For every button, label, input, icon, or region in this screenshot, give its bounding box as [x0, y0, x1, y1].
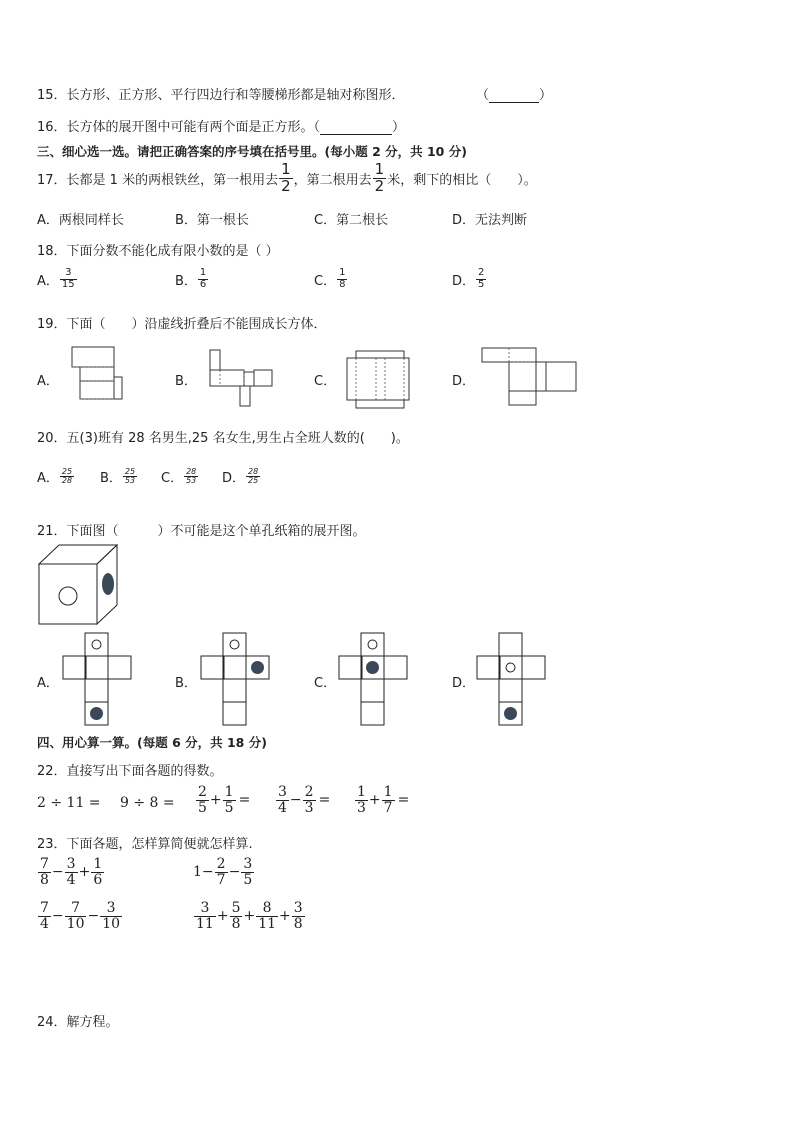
q20-option-a[interactable]: A． $\frac{25}{28}$	[37, 466, 73, 486]
q18-option-a[interactable]: A． $\frac{3}{15}$	[37, 267, 75, 290]
question-19: 19．下面（ ）沿虚线折叠后不能围成长方体．	[37, 317, 327, 332]
q19-option-c[interactable]: C．	[314, 374, 337, 389]
question-21: 21．下面图（ ）不可能是这个单孔纸箱的展开图。	[37, 524, 366, 539]
question-24: 24．解方程。	[37, 1015, 119, 1030]
q23-expr-3: $\frac{7}{4}$ − $\frac{7}{10}$ − $\frac{3}{10}$	[40, 900, 121, 932]
q19-net-b-figure	[209, 349, 273, 407]
q20-option-d[interactable]: D． $\frac{28}{25}$	[222, 466, 259, 486]
question-20: 20．五(3)班有 28 名男生,25 名女生,男生占全班人数的( )。	[37, 431, 409, 446]
q21-net-d-figure	[476, 632, 548, 726]
q21-net-b-figure	[200, 632, 272, 726]
q22-expr-4: $\frac{3}{4}$ − $\frac{2}{3}$ =	[278, 784, 331, 816]
q21-net-a-figure	[62, 632, 134, 726]
q19-net-d-figure	[481, 347, 577, 407]
q22-expr-2: 9 ÷ 8 =	[120, 795, 175, 811]
q21-option-a[interactable]: A．	[37, 676, 59, 691]
q17-option-a[interactable]: A．两根同样长	[37, 213, 124, 228]
q23-expr-1: $\frac{7}{8}$ − $\frac{3}{4}$ + $\frac{1}{6}$	[40, 856, 103, 888]
q22-expr-3: $\frac{2}{5}$ + $\frac{1}{5}$ =	[198, 784, 251, 816]
question-16: 16．长方体的展开图中可能有两个面是正方形。（ ）	[37, 120, 406, 135]
q20-option-b[interactable]: B． $\frac{25}{53}$	[100, 466, 136, 486]
q18-option-d[interactable]: D． $\frac{2}{5}$	[452, 267, 485, 290]
q18-option-b[interactable]: B． $\frac{1}{6}$	[175, 267, 207, 290]
question-15: 15．长方形、正方形、平行四边行和等腰梯形都是轴对称图形．	[37, 88, 405, 103]
question-23: 23．下面各题，怎样算简便就怎样算.	[37, 837, 253, 852]
cube-box-figure	[38, 544, 120, 626]
q17-option-d[interactable]: D．无法判断	[452, 213, 528, 228]
cube-side-dot	[102, 573, 114, 595]
q21-option-c[interactable]: C．	[314, 676, 337, 691]
q21-net-c-figure	[338, 632, 410, 726]
answer-blank-15[interactable]: （ ）	[476, 88, 553, 103]
q23-expr-4: $\frac{3}{11}$ + $\frac{5}{8}$ + $\frac{8}{11}$ + $\frac{3}{8}$	[196, 900, 303, 932]
q21-option-d[interactable]: D．	[452, 676, 476, 691]
q23-expr-2: 1 − $\frac{2}{7}$ − $\frac{3}{5}$	[193, 856, 253, 888]
answer-blank-16[interactable]	[320, 122, 392, 135]
question-22: 22．直接写出下面各题的得数。	[37, 764, 223, 779]
q22-expr-1: 2 ÷ 11 =	[37, 795, 101, 811]
cube-hole-circle	[59, 587, 77, 605]
fraction-half-2: $\frac{1}{2}$	[374, 160, 385, 195]
q21-option-b[interactable]: B．	[175, 676, 197, 691]
section-4-heading: 四、用心算一算。(每题 6 分，共 18 分)	[37, 735, 267, 750]
q19-net-a-figure	[68, 346, 122, 404]
fraction-half-1: $\frac{1}{2}$	[281, 160, 291, 195]
q17-option-c[interactable]: C．第二根长	[314, 213, 389, 228]
q22-expr-5: $\frac{1}{3}$ + $\frac{1}{7}$ =	[357, 784, 410, 816]
q20-option-c[interactable]: C． $\frac{28}{53}$	[161, 466, 197, 486]
q19-net-c-figure	[346, 350, 410, 410]
q19-option-d[interactable]: D．	[452, 374, 476, 389]
question-17: 17．长都是 1 米的两根铁丝，第一根用去 $\frac{1}{2}$ ，第二根用去 $\frac{1}{2}$ 米，剩下的相比（ ）。	[37, 160, 537, 195]
question-18: 18．下面分数不能化成有限小数的是（ ）	[37, 244, 279, 259]
section-3-heading: 三、细心选一选。请把正确答案的序号填在括号里。(每小题 2 分，共 10 分)	[37, 144, 467, 159]
q19-option-b[interactable]: B．	[175, 374, 197, 389]
q18-option-c[interactable]: C． $\frac{1}{8}$	[314, 267, 346, 290]
q17-option-b[interactable]: B．第一根长	[175, 213, 249, 228]
q19-option-a[interactable]: A．	[37, 374, 59, 389]
